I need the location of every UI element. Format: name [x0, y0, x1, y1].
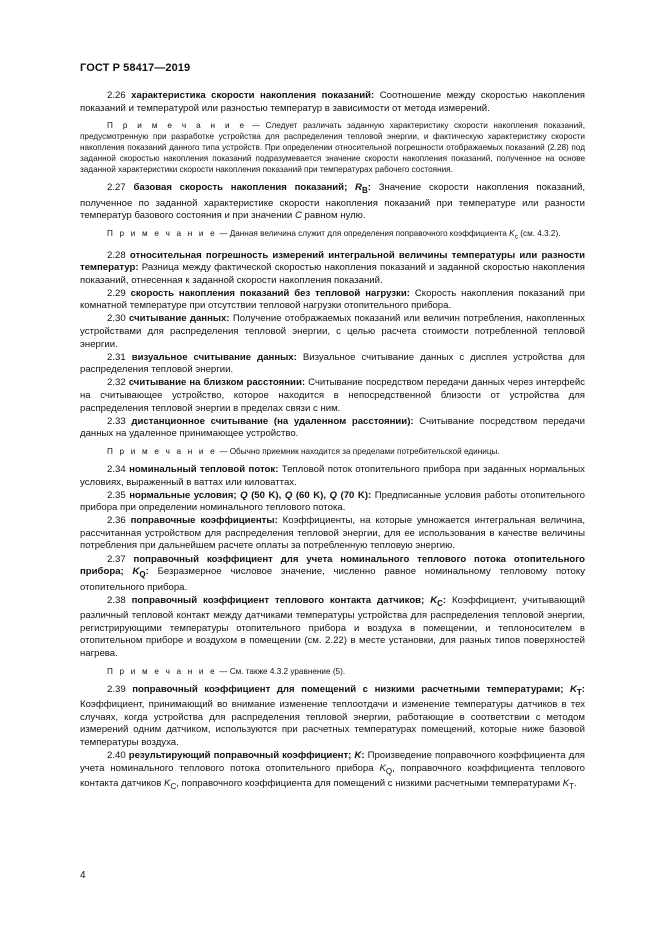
term-2-26: 2.26 характеристика скорости накопления показаний: Соотношение между скоростью накопления показаний и температурой или разностью температур в зависимости от метода измерений.: [80, 90, 585, 114]
document-body: [80, 90, 585, 794]
note-2-38: П р и м е ч а н и е — См. также 4.3.2 уравнение (5).: [107, 666, 346, 676]
note-2-26: П р и м е ч а н и е — Следует различать заданную характеристику скорости накопления показаний, предусмотренную при разработке устройства для распределения тепловой энергии, и фактическую характеристику скорости накопления показаний данного типа устройств. При определении относительной погрешности отображаемых показаний (2.28) под заданной скоростью накопления показаний подразумевается значение скорости накопления показаний, полученное на основе заданной характеристики скорости накопления показаний при температурах рабочего состояния.: [80, 121, 585, 175]
term-2-27: 2.27 базовая скорость накопления показаний; $R_B$: Значение скорости накопления показаний, полученное по заданной характеристике скорости накопления показаний при температуре или разности температур базового состояния и при значении С равном нулю.: [80, 182, 585, 222]
term-2-38: 2.38 поправочный коэффициент теплового контакта датчиков; $K_C$: Коэффициент, учитывающий различный тепловой контакт между датчиками температуры устройства для распределения тепловой энергии, регистрирующими температуры отопительного прибора и воздуха в помещении, и теплоносителем в отопительном приборе и воздухом в помещении (см. 2.22) в месте установки, для разных типов поверхностей нагрева.: [80, 594, 585, 660]
term-2-39: 2.39 поправочный коэффициент для помещений с низкими расчетными температурами; $K_T$: Коэффициент, принимающий во внимание изменение теплоотдачи и изменение температуры датчиков в тех случаях, когда устройства для распределения тепловой энергии, работающие в соответствии с методом измерений одним датчиком, используются при расчетных температурах помещений, которые ниже базовой температуры воздуха.: [80, 683, 585, 748]
term-2-36: 2.36 поправочные коэффициенты: Коэффициенты, на которые умножается интегральная величина, рассчитанная устройством для распределения тепловой энергии, для ее использования в качестве величины потребления при дальнейшем расчете оплаты за потребленную тепловую энергию.: [80, 515, 585, 552]
term-2-32: 2.32 считывание на близком расстоянии: Считывание посредством передачи данных через интерфейс на считывающее устройство, которое находится в непосредственной близости от устройства для распределения тепловой энергии в пределах связи с ним.: [80, 377, 585, 414]
term-2-29: 2.29 скорость накопления показаний без тепловой нагрузки: Скорость накопления показаний при комнатной температуре при отсутствии тепловой нагрузки отопительного прибора.: [80, 287, 586, 312]
term-2-37: 2.37 поправочный коэффициент для учета номинального теплового потока отопительного прибора; $K_Q$: Безразмерное числовое значение, численно равное номинальному тепловому потоку отопительного прибора.: [80, 553, 585, 593]
note-2-27: П р и м е ч а н и е — Данная величина служит для определения поправочного коэффициента $K_c$ (см. 4.3.2).: [107, 228, 561, 241]
document-header: ГОСТ Р 58417—2019: [80, 62, 191, 74]
note-2-33: П р и м е ч а н и е — Обычно приемник находится за пределами потребительской единицы.: [107, 446, 500, 456]
term-2-30: 2.30 считывание данных: Получение отображаемых показаний или величин потребления, накопленных устройствами для распределения тепловой энергии, с целью расчета стоимости потребленной тепловой энергии.: [80, 313, 585, 350]
term-2-28: 2.28 относительная погрешность измерений интегральной величины температуры или разности температур: Разница между фактической скоростью накопления показаний и заданной скоростью накопления показаний, отнесенная к заданной скорости накопления показаний.: [80, 249, 585, 286]
term-2-35: 2.35 нормальные условия; Q (50 K), Q (60 K), Q (70 K): Предписанные условия работы отопительного прибора при определении номинального теплового потока.: [80, 489, 586, 514]
term-2-40: 2.40 результирующий поправочный коэффициент; K: Произведение поправочного коэффициента для учета номинального теплового потока отопительного прибора $K_Q$, поправочного коэффициента теплового контакта датчиков $K_C$, поправочного коэффициента для помещений с низкими расчетными температурами $K_T$.: [80, 750, 585, 792]
page-number: 4: [80, 870, 86, 881]
term-2-34: 2.34 номинальный тепловой поток: Тепловой поток отопительного прибора при заданных нормальных условиях, выраженный в ваттах или киловаттах.: [80, 463, 585, 488]
term-2-31: 2.31 визуальное считывание данных: Визуальное считывание данных с дисплея устройства для распределения тепловой энергии.: [80, 351, 585, 376]
term-2-33: 2.33 дистанционное считывание (на удаленном расстоянии): Считывание посредством передачи данных на удаленное принимающее устройство.: [80, 415, 585, 440]
